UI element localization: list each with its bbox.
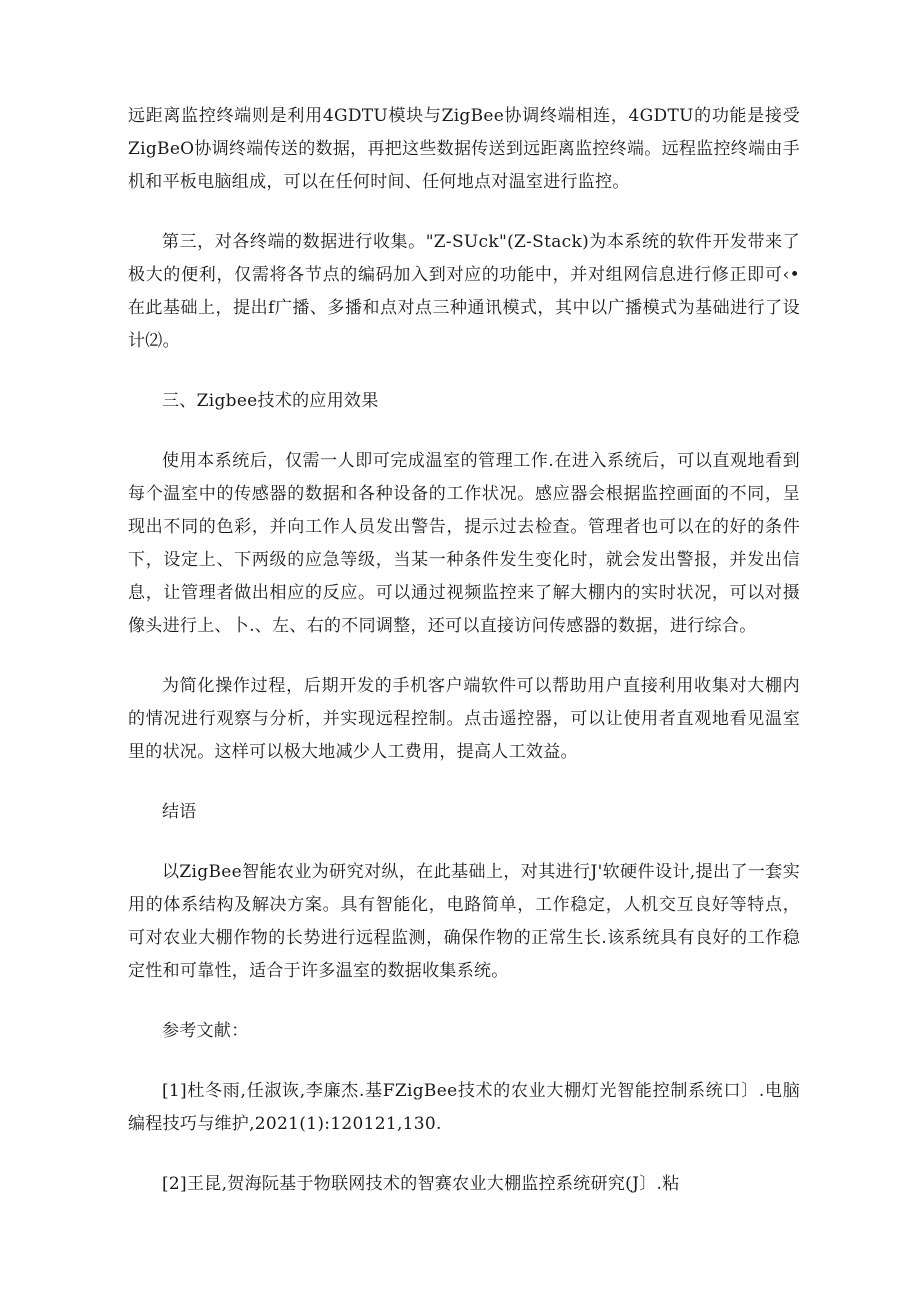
paragraph-effects-2: 为简化操作过程，后期开发的手机客户端软件可以帮助用户直接利用收集对大棚内的情况进行观察与分析，并实现远程控制。点击遥控器，可以让使用者直观地看见温室里的状况。这样可以极大地减少人工费用，提高人工效益。 bbox=[128, 676, 800, 762]
document-body bbox=[128, 100, 800, 1228]
section-heading-conclusion: 结语 bbox=[162, 802, 197, 822]
paragraph-intro-continued: 远距离监控终端则是利用4GDTU模块与ZigBee协调终端相连，4GDTU的功能是接受ZigBeO协调终端传送的数据，再把这些数据传送到远距离监控终端。远程监控终端由手机和平板电脑组成，可以在任何时间、任何地点对温室进行监控。 bbox=[128, 106, 800, 192]
section-heading-application-effects: 三、Zigbee技术的应用效果 bbox=[162, 391, 379, 411]
reference-item-2: [2]王昆,贺海阮基于物联网技术的智赛农业大棚监控系统研究(J〕.粘 bbox=[162, 1174, 680, 1194]
paragraph-effects-1: 使用本系统后，仅需一人即可完成温室的管理工作.在进入系统后，可以直观地看到每个温室中的传感器的数据和各种设备的工作状况。感应器会根据监控画面的不同，呈现出不同的色彩，并向工作人员发出警告，提示过去检查。管理者也可以在的好的条件下，设定上、下两级的应急等级，当某一种条件发生变化时，就会发出警报，并发出信息，让管理者做出相应的反应。可以通过视频监控来了解大棚内的实时状况，可以对摄像头进行上、卜.、左、右的不同调整，还可以直接访问传感器的数据，进行综合。 bbox=[128, 451, 800, 636]
section-heading-references: 参考文献： bbox=[162, 1021, 249, 1041]
paragraph-third-point: 第三，对各终端的数据进行收集。"Z-SUck"(Z-Stack)为本系统的软件开发带来了极大的便利，仅需将各节点的编码加入到对应的功能中，并对组网信息进行修正即可‹•在此基础上，提出f广播、多播和点对点三种通讯模式，其中以广播模式为基础进行了设计⑵。 bbox=[128, 232, 800, 351]
reference-item-1: [1]杜冬雨,任淑诙,李廉杰.基FZigBee技术的农业大棚灯光智能控制系统口〕.电脑编程技巧与维护,2021(1):120121,130. bbox=[128, 1081, 800, 1134]
paragraph-conclusion: 以ZigBee智能农业为研究对纵，在此基础上，对其进行J'软硬件设计,提出了一套实用的体系结构及解决方案。具有智能化，电路简单，工作稳定，人机交互良好等特点，可对农业大棚作物的长势进行远程监测，确保作物的正常生长.该系统具有良好的工作稳定性和可靠性，适合于许多温室的数据收集系统。 bbox=[128, 862, 800, 981]
